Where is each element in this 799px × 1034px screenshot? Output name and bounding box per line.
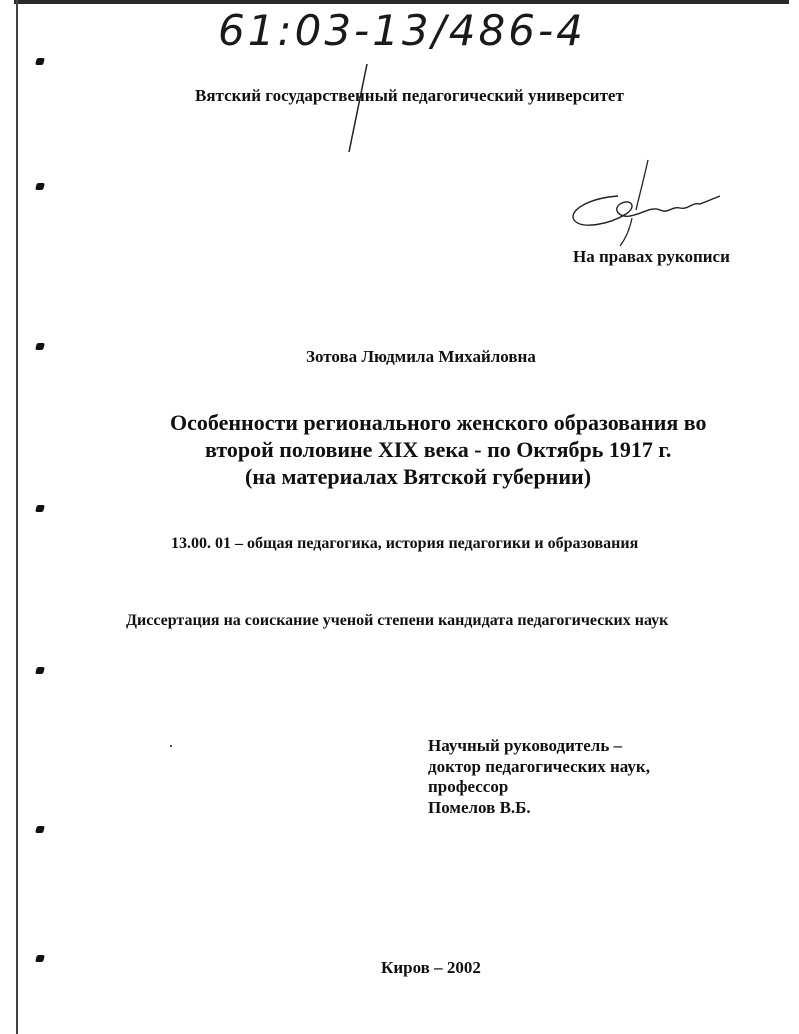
scan-border-top — [14, 0, 789, 4]
dissertation-degree: Диссертация на соискание ученой степени кандидата педагогических наук — [126, 612, 669, 629]
pen-stroke — [345, 64, 375, 154]
author-signature — [560, 158, 720, 248]
supervisor-name: Помелов В.Б. — [428, 798, 531, 817]
manuscript-rights-label: На правах рукописи — [573, 247, 730, 266]
supervisor-line-3: профессор — [428, 777, 509, 796]
archive-code-handwritten: 61:03-13/486-4 — [218, 6, 586, 55]
specialty-code: 13.00. 01 – общая педагогика, история педагогики и образования — [171, 535, 639, 552]
city-year: Киров – 2002 — [381, 958, 481, 977]
binding-mark — [35, 183, 45, 190]
binding-mark — [35, 343, 45, 350]
supervisor-line-1: Научный руководитель – — [428, 736, 623, 755]
author-name: Зотова Людмила Михайловна — [306, 347, 536, 366]
binding-mark — [35, 505, 45, 512]
binding-mark — [35, 826, 45, 833]
university-name: Вятский государственный педагогический университет — [195, 86, 624, 105]
scan-border-left — [16, 0, 18, 1034]
title-line-2: второй половине XIX века - по Октябрь 1917 г. — [205, 437, 672, 462]
title-line-3: (на материалах Вятской губернии) — [245, 464, 592, 489]
binding-mark — [35, 955, 45, 962]
supervisor-line-2: доктор педагогических наук, — [428, 757, 650, 776]
title-line-1: Особенности регионального женского образования во — [170, 410, 707, 435]
binding-mark — [35, 58, 45, 65]
binding-mark — [35, 667, 45, 674]
scan-speck — [170, 745, 172, 747]
